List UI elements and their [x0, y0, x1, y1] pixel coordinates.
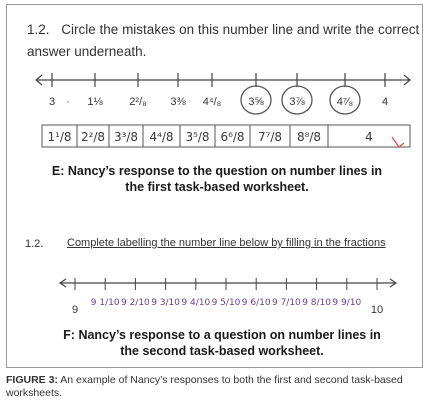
number-line-2-fraction: 9 3/10 — [151, 298, 181, 308]
number-line-2-fraction: 9 8/10 — [302, 298, 332, 308]
figure-caption-label: FIGURE 3: — [6, 374, 58, 386]
answer-box-text: 6⁶/8 — [220, 130, 245, 144]
answer-box-text: 2²/8 — [80, 130, 106, 144]
answer-box-text: 4 — [365, 130, 373, 144]
number-line-1-label: 3 — [48, 96, 56, 108]
number-line-1-label: 4 — [381, 96, 389, 108]
number-line-2-start-label: 9 — [71, 304, 79, 316]
answer-box-text: 3⁵/8 — [185, 130, 210, 144]
answer-box-text: 3³/8 — [113, 130, 139, 144]
caption-f: F: Nancy’s response to a question on number lines in the second task-based worksheet. — [63, 328, 381, 358]
worksheet1-question-number: 1.2. — [27, 22, 50, 37]
answer-box-text: 1¹/8 — [47, 130, 72, 144]
number-line-1-label: 3⅜ — [170, 96, 186, 108]
figure-caption — [6, 374, 426, 400]
number-line-2-fraction: 9 2/10 — [120, 298, 150, 308]
number-line-2-fraction: 9 9/10 — [332, 298, 362, 308]
answer-box-text: 7⁷/8 — [257, 130, 283, 144]
number-line-1-label: 4⁷⁄₈ — [336, 96, 354, 108]
worksheet2-question-number: 1.2. — [25, 238, 44, 250]
worksheet2-question-text: Complete labelling the number line below by filling in the fractions — [67, 237, 386, 249]
number-line-1-label: 1⅛ — [87, 96, 103, 108]
number-line-2-fraction: 9 4/10 — [181, 298, 211, 308]
number-line-2-fraction: 9 6/10 — [241, 298, 271, 308]
figure-caption-text: An example of Nancy’s responses to both the first and second task-based worksheets. — [6, 374, 403, 399]
number-line-1-label: 2²/₈ — [129, 96, 147, 108]
number-line-1-label: 4⁴/₈ — [202, 96, 222, 108]
number-line-2-end-label: 10 — [370, 304, 384, 316]
red-check-mark — [392, 137, 404, 147]
number-line-1-label: · — [66, 96, 70, 108]
number-line-2-fraction: 9 5/10 — [211, 298, 241, 308]
caption-e: E: Nancy’s response to the question on number lines in the first task-based worksheet. — [51, 164, 383, 194]
number-line-2-fraction: 9 7/10 — [271, 298, 301, 308]
number-line-1-label: 3⅝ — [248, 96, 264, 108]
number-line-2-fraction: 9 1/10 — [90, 298, 120, 308]
answer-box-text: 4⁴/8 — [149, 130, 174, 144]
answer-box-text: 8⁸/8 — [296, 130, 322, 144]
worksheet1-question-text: Circle the mistakes on this number line and write the correct answer underneath. — [27, 22, 420, 59]
number-line-1-label: 3⅞ — [289, 96, 305, 108]
